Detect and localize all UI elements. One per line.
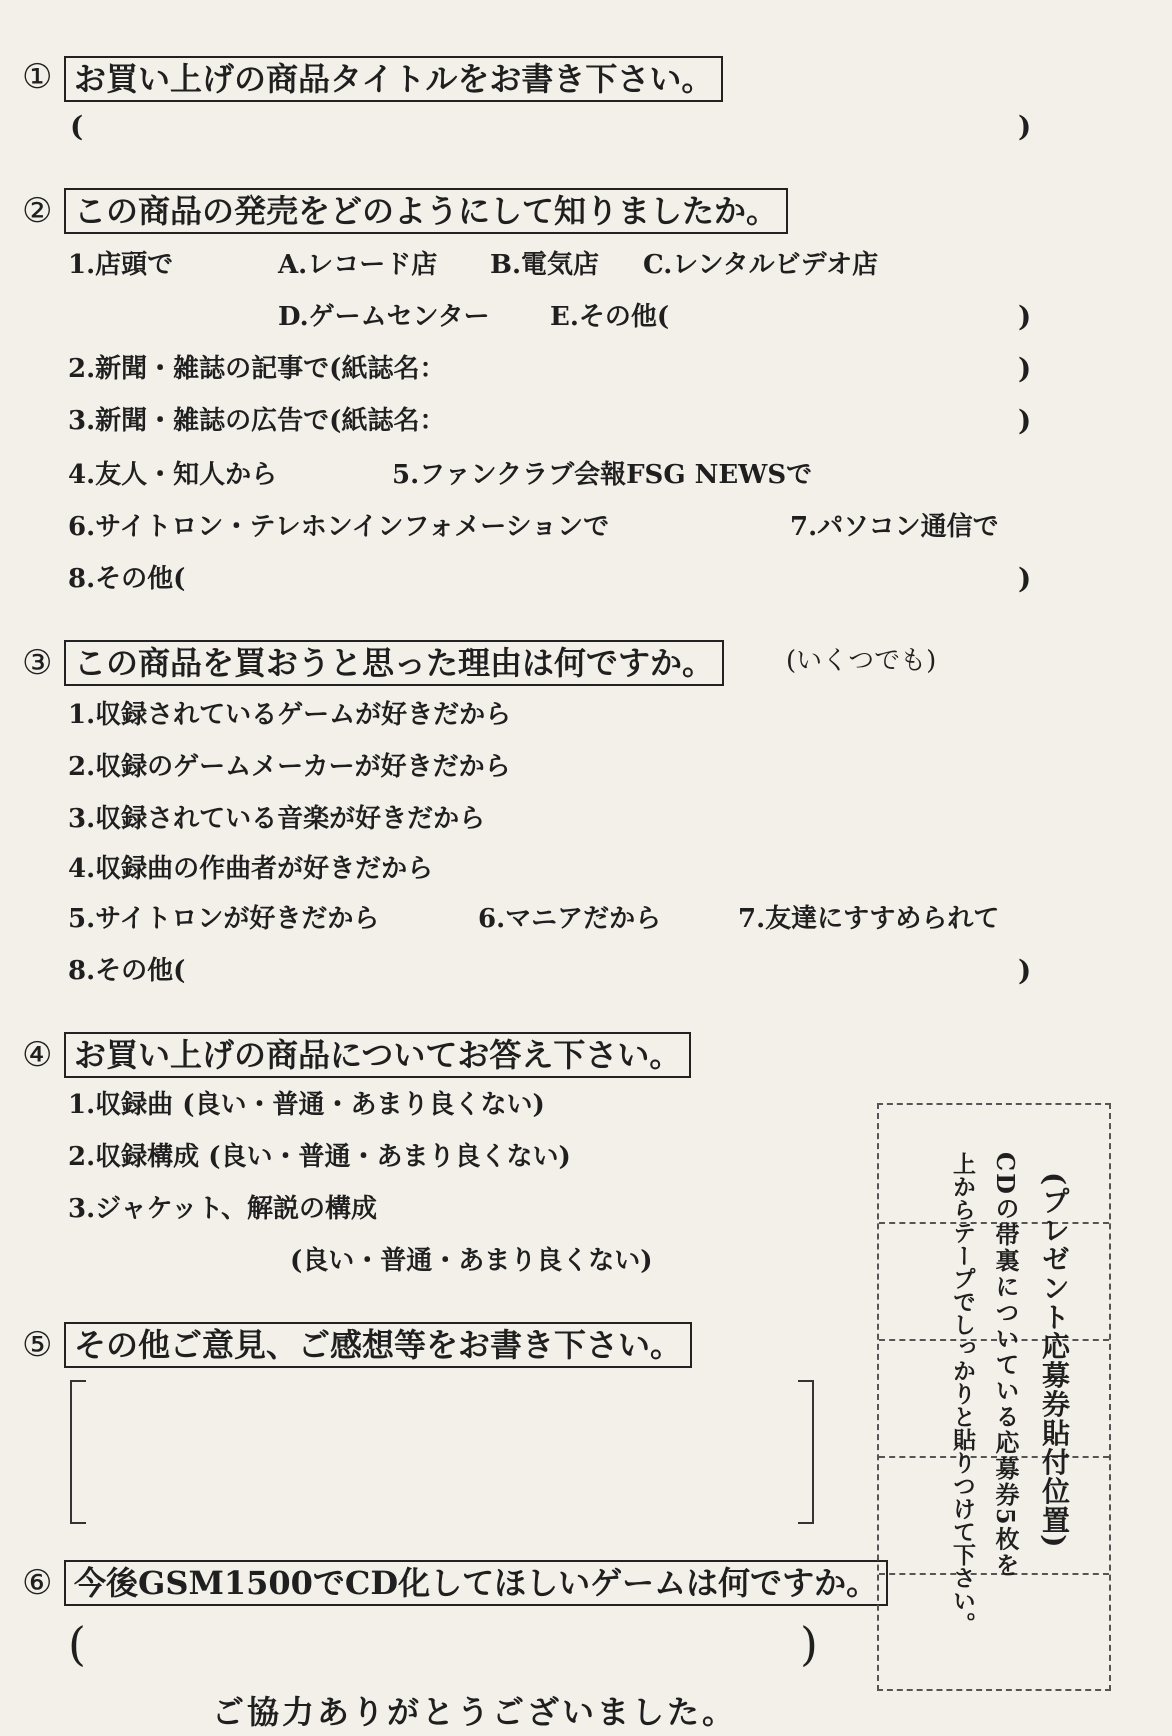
q6-open-paren: ( [68, 1617, 86, 1671]
stamp-instruction-2: 上からテープでしっかりと貼りつけて下さい。 [949, 1152, 976, 1635]
q1-number: ① [22, 57, 53, 97]
q2-option-1[interactable]: 1.店頭で [68, 250, 174, 280]
q1-open-paren: ( [70, 110, 84, 143]
q4-item-3[interactable]: 3.ジャケット、解説の構成 [68, 1194, 377, 1224]
q2-option-8-close: ) [1018, 562, 1032, 595]
stamp-instruction-1: CDの帯裏についている応募券5枚を [991, 1152, 1020, 1579]
q2-option-3-close: ) [1018, 404, 1032, 437]
q2-title: この商品の発売をどのようにして知りましたか。 [64, 188, 788, 234]
q4-item-1[interactable]: 1.収録曲 (良い・普通・あまり良くない) [68, 1090, 545, 1120]
q2-option-1e[interactable]: E.その他( [550, 302, 670, 332]
q2-option-1d[interactable]: D.ゲームセンター [278, 302, 490, 332]
q1-title: お買い上げの商品タイトルをお書き下さい。 [64, 56, 723, 102]
q6-title: 今後GSM1500でCD化してほしいゲームは何ですか。 [64, 1560, 888, 1606]
q4-item-2[interactable]: 2.収録構成 (良い・普通・あまり良くない) [68, 1142, 571, 1172]
q3-note: (いくつでも) [786, 646, 937, 676]
q5-number: ⑤ [22, 1325, 53, 1365]
q2-option-7[interactable]: 7.パソコン通信で [790, 512, 999, 542]
q3-option-5[interactable]: 5.サイトロンが好きだから [68, 904, 380, 934]
q4-title: お買い上げの商品についてお答え下さい。 [64, 1032, 691, 1078]
q2-option-1e-close: ) [1018, 300, 1032, 333]
q3-option-2[interactable]: 2.収録のゲームメーカーが好きだから [68, 752, 511, 782]
q2-option-1c[interactable]: C.レンタルビデオ店 [643, 250, 879, 280]
q2-option-8[interactable]: 8.その他( [68, 564, 186, 594]
q4-number: ④ [22, 1035, 53, 1075]
q5-right-bracket [798, 1380, 814, 1524]
q2-option-4[interactable]: 4.友人・知人から [68, 460, 278, 490]
q2-option-1b[interactable]: B.電気店 [490, 250, 600, 280]
q3-option-8-close: ) [1018, 954, 1032, 987]
q3-option-6[interactable]: 6.マニアだから [478, 904, 662, 934]
q2-option-3[interactable]: 3.新聞・雑誌の広告で(紙誌名： [68, 406, 446, 436]
q4-item-3-rating[interactable]: (良い・普通・あまり良くない) [290, 1246, 653, 1276]
q5-title: その他ご意見、ご感想等をお書き下さい。 [64, 1322, 692, 1368]
q3-option-3[interactable]: 3.収録されている音楽が好きだから [68, 804, 486, 834]
q3-option-8[interactable]: 8.その他( [68, 956, 186, 986]
q2-option-5[interactable]: 5.ファンクラブ会報FSG NEWSで [392, 460, 813, 490]
q3-option-7[interactable]: 7.友達にすすめられて [738, 904, 1000, 934]
q3-option-4[interactable]: 4.収録曲の作曲者が好きだから [68, 854, 434, 884]
q3-title: この商品を買おうと思った理由は何ですか。 [64, 640, 724, 686]
q5-left-bracket [70, 1380, 86, 1524]
q2-option-1a[interactable]: A.レコード店 [278, 250, 438, 280]
q5-answer-field[interactable] [90, 1384, 790, 1518]
q1-close-paren: ) [1018, 110, 1032, 143]
q2-option-2[interactable]: 2.新聞・雑誌の記事で(紙誌名： [68, 354, 446, 384]
q2-option-2-close: ) [1018, 352, 1032, 385]
thanks-message: ご協力ありがとうございました。 [212, 1693, 738, 1731]
q6-answer-field[interactable] [96, 1624, 796, 1668]
q2-number: ② [22, 191, 53, 231]
q6-close-paren: ) [800, 1617, 818, 1671]
q3-option-1[interactable]: 1.収録されているゲームが好きだから [68, 700, 512, 730]
q1-answer-field[interactable] [92, 108, 1012, 144]
stamp-heading: (プレゼント応募券貼付位置) [1038, 1172, 1071, 1549]
q3-number: ③ [22, 643, 53, 683]
q6-number: ⑥ [22, 1563, 53, 1603]
q2-option-6[interactable]: 6.サイトロン・テレホンインフォメーションで [68, 512, 610, 542]
